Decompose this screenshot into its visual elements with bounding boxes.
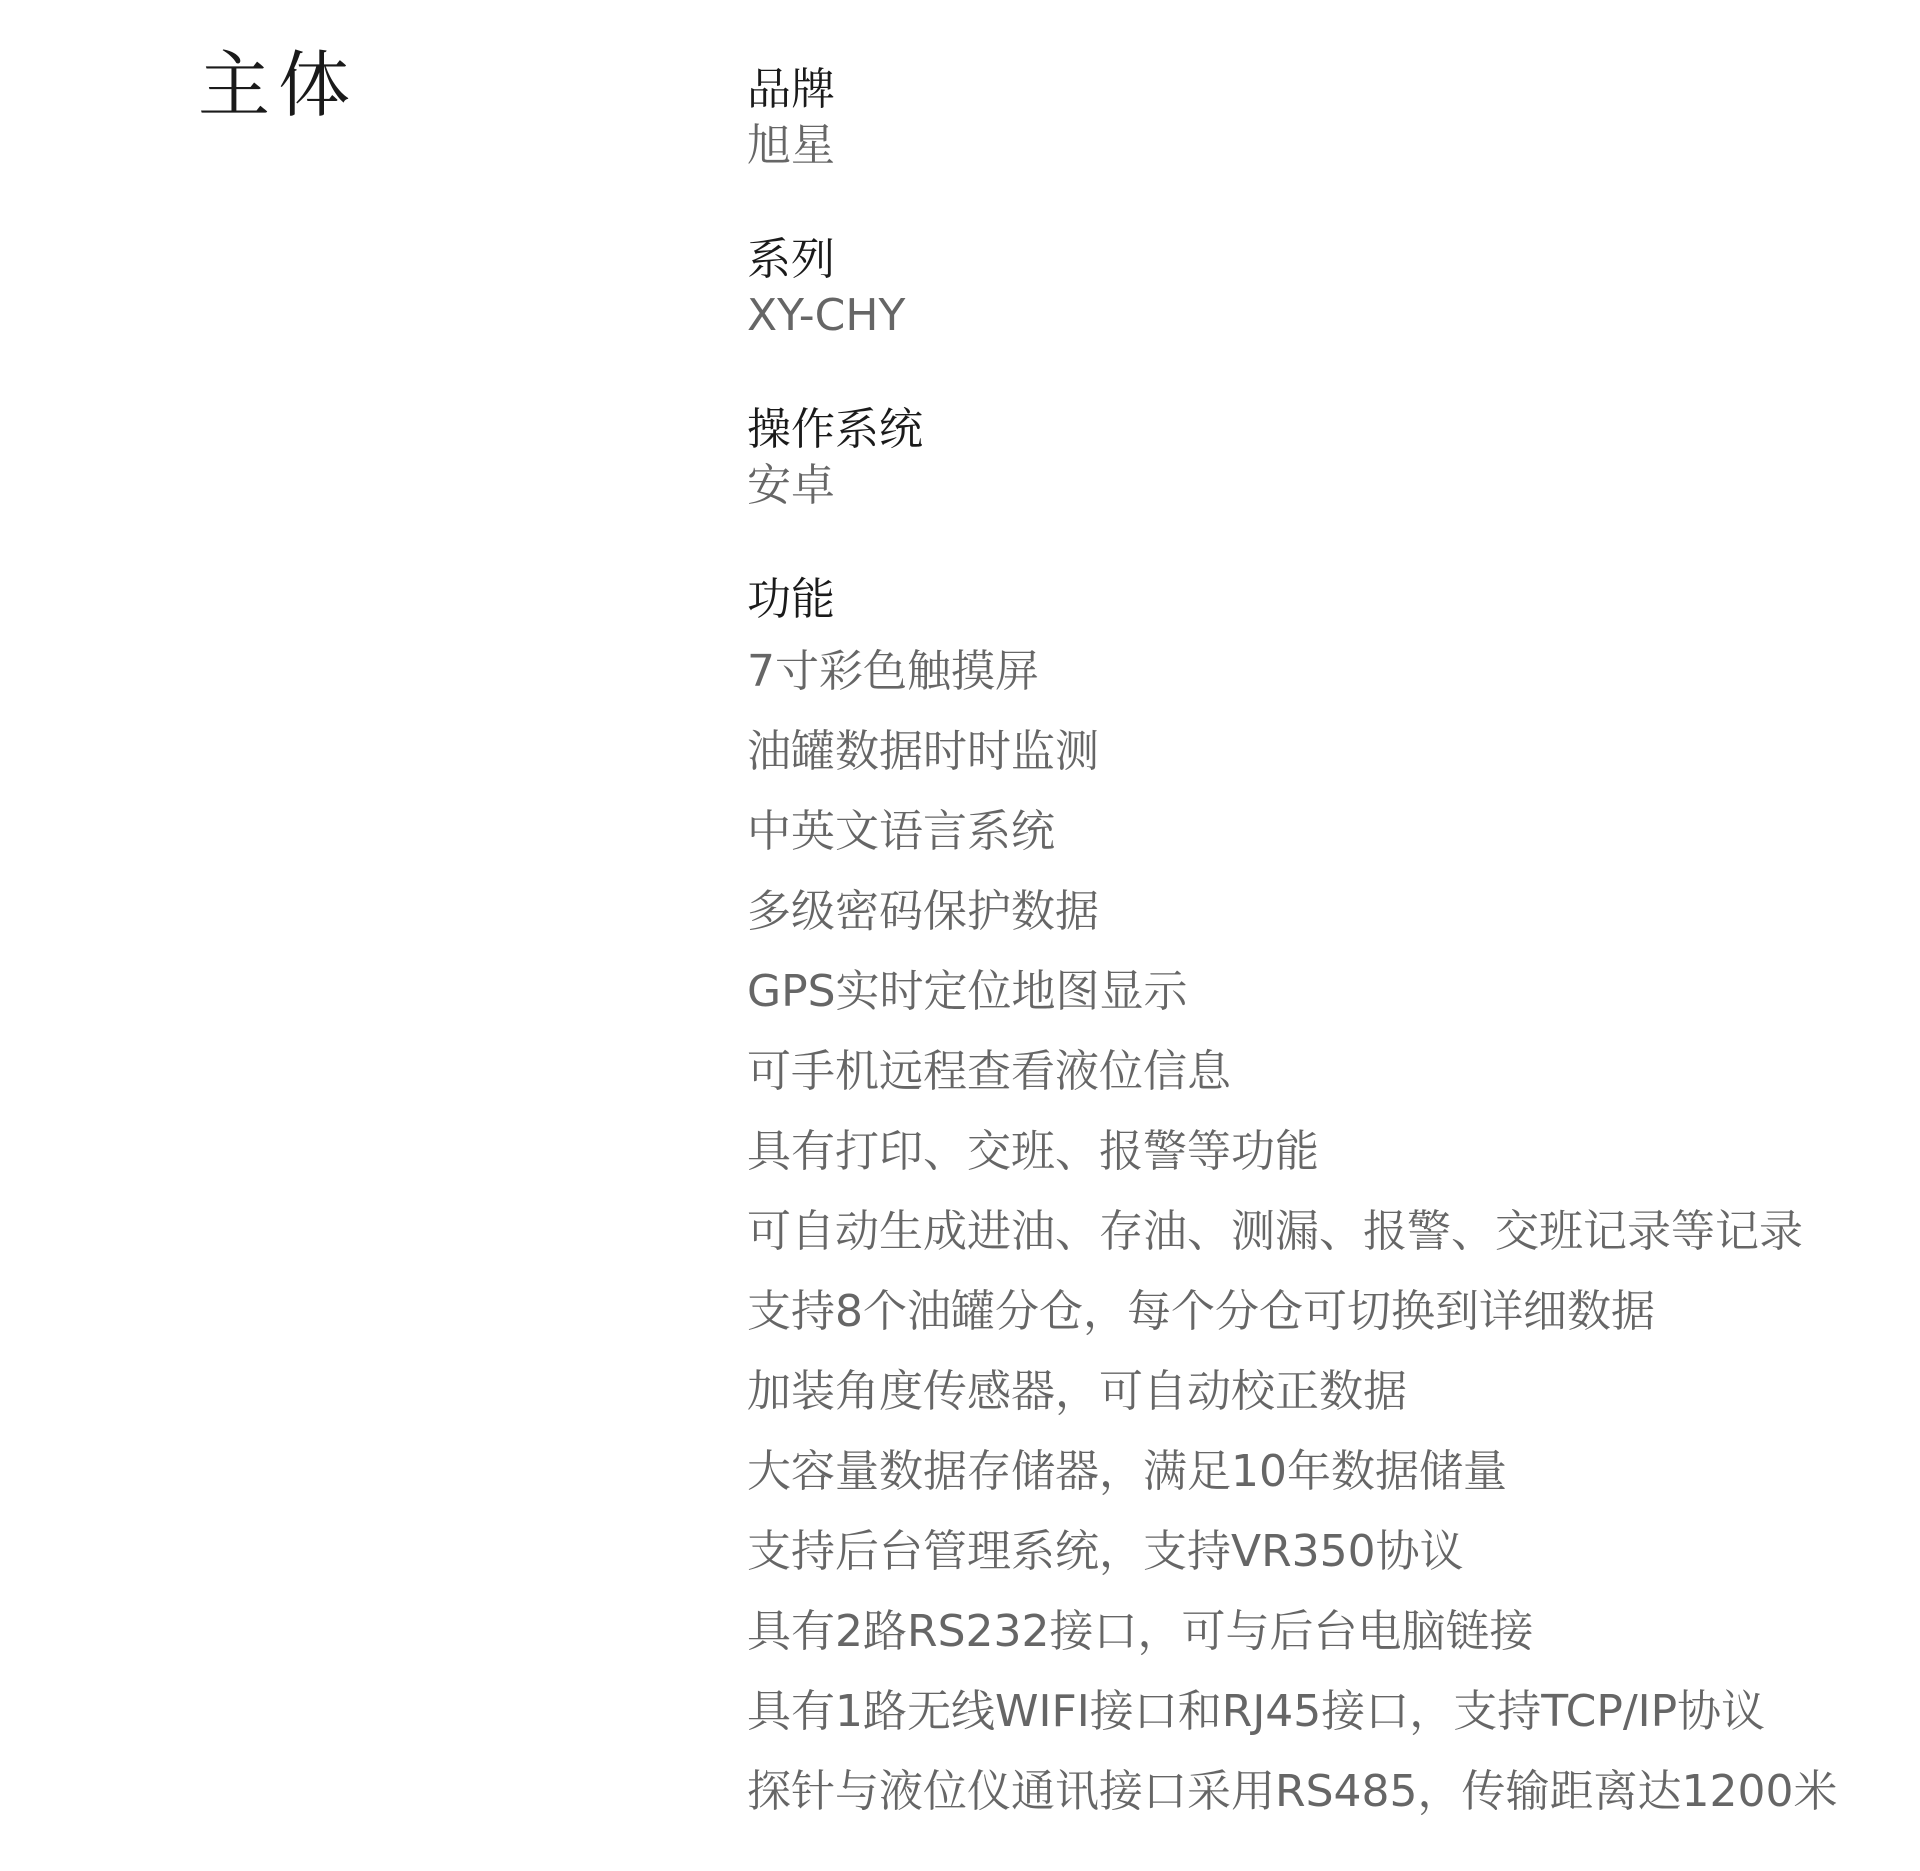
list-item: 7寸彩色触摸屏 <box>747 646 1039 697</box>
spec-series <box>747 232 1887 344</box>
list-item: 中英文语言系统 <box>747 806 1055 857</box>
spec-os-label: 操作系统 <box>747 404 923 455</box>
feature-list <box>747 632 1887 1832</box>
spec-series-value: XY-CHY <box>747 290 906 341</box>
list-item: GPS实时定位地图显示 <box>747 966 1188 1017</box>
list-item: 具有打印、交班、报警等功能 <box>747 1126 1319 1177</box>
spec-list <box>747 62 1887 1832</box>
list-item: 可手机远程查看液位信息 <box>747 1046 1231 1097</box>
list-item: 可自动生成进油、存油、测漏、报警、交班记录等记录 <box>747 1206 1803 1257</box>
spec-series-label: 系列 <box>747 234 835 285</box>
spec-os <box>747 402 1887 514</box>
spec-brand-label: 品牌 <box>747 64 835 115</box>
spec-os-value: 安卓 <box>747 460 835 511</box>
list-item: 多级密码保护数据 <box>747 886 1099 937</box>
spec-features-label: 功能 <box>747 574 835 625</box>
spec-features <box>747 572 1887 1832</box>
list-item: 具有2路RS232接口，可与后台电脑链接 <box>747 1606 1534 1657</box>
list-item: 探针与液位仪通讯接口采用RS485，传输距离达1200米 <box>747 1766 1838 1817</box>
list-item: 支持后台管理系统，支持VR350协议 <box>747 1526 1464 1577</box>
list-item: 支持8个油罐分仓，每个分仓可切换到详细数据 <box>747 1286 1655 1337</box>
list-item: 大容量数据存储器，满足10年数据储量 <box>747 1446 1507 1497</box>
list-item: 油罐数据时时监测 <box>747 726 1099 777</box>
spec-brand-value: 旭星 <box>747 120 835 171</box>
spec-brand <box>747 62 1887 174</box>
list-item: 加装角度传感器，可自动校正数据 <box>747 1366 1407 1417</box>
list-item: 具有1路无线WIFI接口和RJ45接口，支持TCP/IP协议 <box>747 1686 1766 1737</box>
section-title: 主体 <box>198 43 359 127</box>
